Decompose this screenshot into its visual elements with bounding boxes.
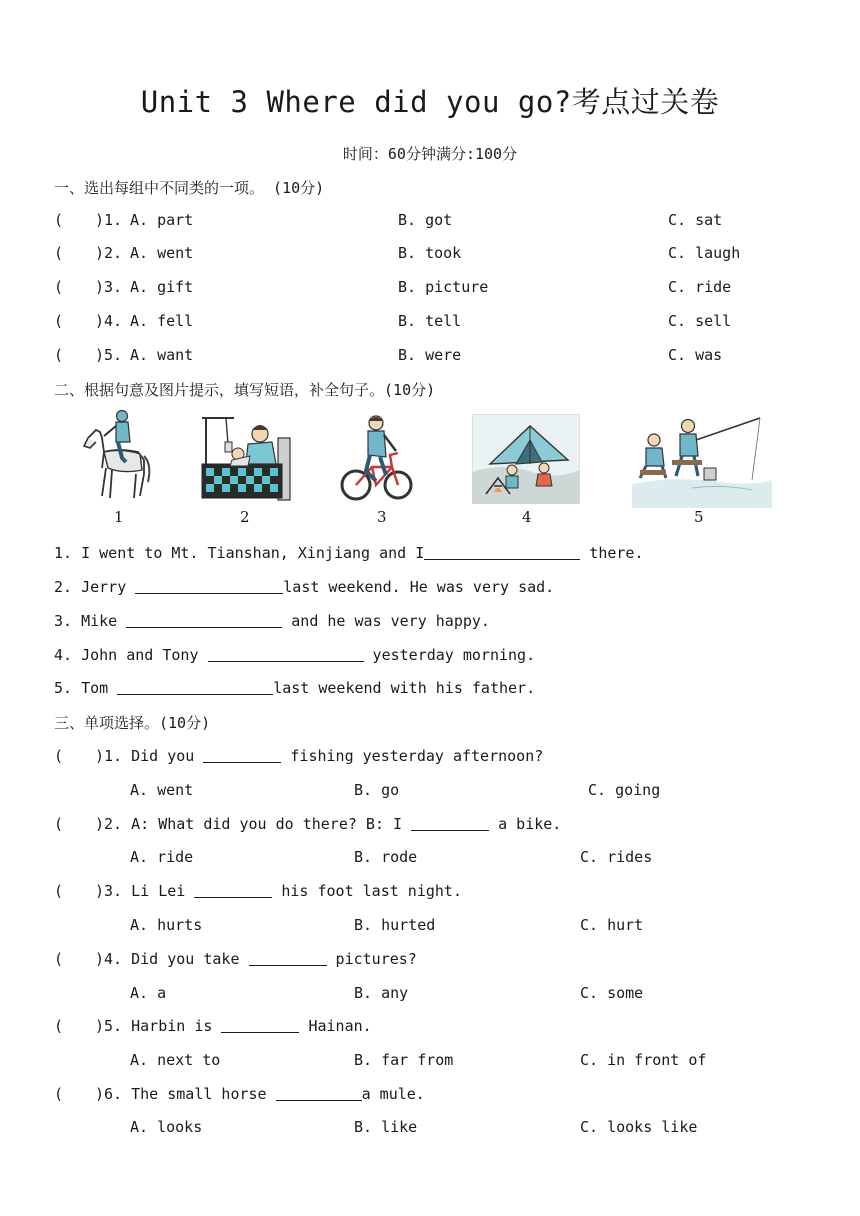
question-text: The small horse bbox=[131, 1085, 276, 1103]
fill-sentence-1 bbox=[54, 544, 643, 562]
option-a: A. want bbox=[130, 346, 194, 364]
answer-blank[interactable] bbox=[194, 883, 272, 898]
option-b: B. like bbox=[354, 1118, 418, 1136]
option-c: C. sat bbox=[668, 211, 723, 229]
option-a: A. part bbox=[130, 211, 194, 229]
riding-bike-picture bbox=[340, 413, 414, 505]
answer-blank[interactable] bbox=[411, 816, 489, 831]
question-text: Hainan. bbox=[299, 1017, 372, 1035]
question-text: Did you bbox=[131, 747, 204, 765]
option-c: C. some bbox=[580, 984, 644, 1002]
item-number: )3. bbox=[95, 278, 123, 296]
fill-sentence-4 bbox=[54, 646, 535, 664]
item-number: )1. bbox=[95, 211, 123, 229]
option-a: A. a bbox=[130, 984, 167, 1002]
question-text: his foot last night. bbox=[272, 882, 462, 900]
fill-sentence-2 bbox=[54, 578, 554, 596]
answer-blank[interactable] bbox=[203, 748, 281, 763]
camping-tent-picture bbox=[472, 414, 580, 504]
item-number: )5. bbox=[95, 346, 123, 364]
option-b: B. got bbox=[398, 211, 453, 229]
sentence-text: 4. John and Tony bbox=[54, 646, 208, 664]
option-a: A. went bbox=[130, 781, 194, 799]
answer-blank[interactable] bbox=[249, 951, 327, 966]
part3-heading: 三、单项选择。(10分) bbox=[54, 714, 211, 732]
part1-item-1: ( bbox=[54, 211, 64, 229]
question-text: Li Lei bbox=[131, 882, 195, 900]
mcq-paren: ( bbox=[54, 815, 64, 833]
mcq-paren: ( bbox=[54, 882, 64, 900]
question-number: )2. bbox=[95, 815, 123, 833]
sentence-text: 3. Mike bbox=[54, 612, 127, 630]
mcq-1 bbox=[95, 747, 543, 765]
sentence-text: last weekend. He was very sad. bbox=[283, 578, 555, 596]
option-c: C. in front of bbox=[580, 1051, 707, 1069]
page-title: Unit 3 Where did you go?考点过关卷 bbox=[140, 85, 720, 119]
option-b: B. took bbox=[398, 244, 462, 262]
sick-in-bed-picture bbox=[198, 414, 294, 504]
part1-heading: 一、选出每组中不同类的一项。 (10分) bbox=[54, 179, 325, 197]
picture-number: 3 bbox=[377, 508, 387, 526]
option-c: C. sell bbox=[668, 312, 732, 330]
option-a: A. went bbox=[130, 244, 194, 262]
option-b: B. rode bbox=[354, 848, 418, 866]
answer-blank[interactable] bbox=[208, 647, 364, 662]
mcq-paren: ( bbox=[54, 747, 64, 765]
question-number: )5. bbox=[95, 1017, 123, 1035]
question-text: fishing yesterday afternoon? bbox=[281, 747, 544, 765]
part1-item-5: ( bbox=[54, 346, 64, 364]
fill-sentence-3 bbox=[54, 612, 490, 630]
question-text: a bike. bbox=[489, 815, 562, 833]
question-text: A: What did you do there? B: I bbox=[131, 815, 412, 833]
mcq-paren: ( bbox=[54, 1017, 64, 1035]
mcq-paren: ( bbox=[54, 1085, 64, 1103]
option-a: A. next to bbox=[130, 1051, 221, 1069]
answer-blank[interactable] bbox=[221, 1018, 299, 1033]
option-a: A. hurts bbox=[130, 916, 203, 934]
option-b: B. go bbox=[354, 781, 400, 799]
option-b: B. any bbox=[354, 984, 409, 1002]
option-a: A. ride bbox=[130, 848, 194, 866]
option-c: C. was bbox=[668, 346, 723, 364]
exam-info: 时间：60分钟满分:100分 bbox=[342, 145, 518, 163]
option-c: C. hurt bbox=[580, 916, 644, 934]
answer-blank[interactable] bbox=[276, 1086, 362, 1101]
picture-number: 4 bbox=[522, 508, 532, 526]
picture-number: 5 bbox=[694, 508, 704, 526]
question-number: )1. bbox=[95, 747, 123, 765]
question-number: )4. bbox=[95, 950, 123, 968]
option-a: A. fell bbox=[130, 312, 194, 330]
question-number: )3. bbox=[95, 882, 123, 900]
option-c: C. going bbox=[588, 781, 661, 799]
horse-riding-picture bbox=[82, 408, 154, 504]
option-b: B. were bbox=[398, 346, 462, 364]
answer-blank[interactable] bbox=[424, 545, 580, 560]
mcq-4 bbox=[95, 950, 417, 968]
item-number: )2. bbox=[95, 244, 123, 262]
mcq-2 bbox=[95, 815, 561, 833]
option-c: C. ride bbox=[668, 278, 732, 296]
sentence-text: yesterday morning. bbox=[363, 646, 536, 664]
option-c: C. rides bbox=[580, 848, 653, 866]
mcq-6 bbox=[95, 1085, 425, 1103]
option-a: A. gift bbox=[130, 278, 194, 296]
picture-number: 2 bbox=[240, 508, 250, 526]
sentence-text: 2. Jerry bbox=[54, 578, 136, 596]
option-c: C. laugh bbox=[668, 244, 741, 262]
mcq-5 bbox=[95, 1017, 372, 1035]
question-text: Harbin is bbox=[131, 1017, 222, 1035]
answer-blank[interactable] bbox=[135, 579, 283, 594]
answer-blank[interactable] bbox=[117, 680, 273, 695]
mcq-paren: ( bbox=[54, 950, 64, 968]
picture-number: 1 bbox=[114, 508, 124, 526]
option-a: A. looks bbox=[130, 1118, 203, 1136]
question-number: )6. bbox=[95, 1085, 123, 1103]
item-number: )4. bbox=[95, 312, 123, 330]
option-b: B. tell bbox=[398, 312, 462, 330]
part1-item-3: ( bbox=[54, 278, 64, 296]
option-b: B. picture bbox=[398, 278, 489, 296]
sentence-text: last weekend with his father. bbox=[273, 679, 536, 697]
part1-item-2: ( bbox=[54, 244, 64, 262]
option-b: B. hurted bbox=[354, 916, 436, 934]
mcq-3 bbox=[95, 882, 462, 900]
part1-item-4: ( bbox=[54, 312, 64, 330]
fill-sentence-5 bbox=[54, 679, 535, 697]
question-text: a mule. bbox=[361, 1085, 425, 1103]
sentence-text: and he was very happy. bbox=[282, 612, 490, 630]
question-text: Did you take bbox=[131, 950, 249, 968]
option-c: C. looks like bbox=[580, 1118, 698, 1136]
sentence-text: 5. Tom bbox=[54, 679, 118, 697]
part2-heading: 二、根据句意及图片提示，填写短语，补全句子。(10分) bbox=[54, 381, 436, 399]
question-text: pictures? bbox=[326, 950, 417, 968]
option-b: B. far from bbox=[354, 1051, 454, 1069]
sentence-text: there. bbox=[580, 544, 644, 562]
fishing-picture bbox=[632, 414, 772, 508]
sentence-text: 1. I went to Mt. Tianshan, Xinjiang and I bbox=[54, 544, 425, 562]
answer-blank[interactable] bbox=[126, 613, 282, 628]
